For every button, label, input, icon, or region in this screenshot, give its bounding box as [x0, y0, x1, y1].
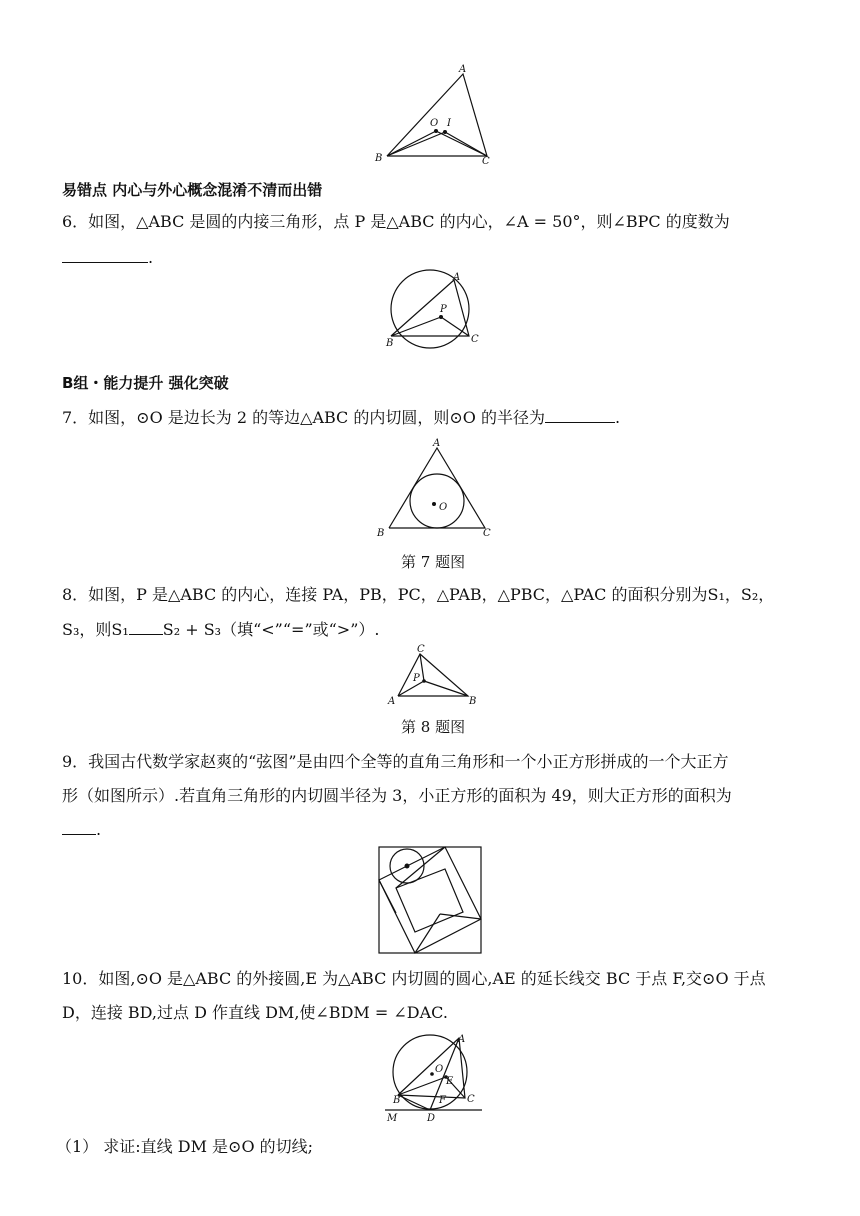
q8-text-2: S₃，则S₁ S₂ + S₃（填“<”“=”或“>”）. — [62, 620, 380, 639]
label-i: I — [447, 118, 451, 129]
figure-triangle-incenter — [386, 644, 486, 708]
section-b-heading: B组・能力提升 强化突破 — [62, 374, 229, 392]
q10-text-2: D，连接 BD,过点 D 作直线 DM,使∠BDM = ∠DAC. — [62, 1003, 448, 1022]
figure-circumcircle-tangent — [385, 1032, 485, 1124]
label-o: O — [430, 118, 439, 129]
q10-part1: （1） 求证:直线 DM 是⊙O 的切线; — [56, 1137, 314, 1156]
figure-equilateral-incircle — [375, 438, 495, 538]
label-c: C — [467, 1094, 475, 1105]
q9-text: 9．我国古代数学家赵爽的“弦图”是由四个全等的直角三角形和一个小正方形拼成的一个大正方 — [62, 752, 729, 771]
q9-text-3: . — [62, 819, 101, 840]
q6-answer-line: . — [62, 247, 153, 268]
label-o: O — [435, 1064, 444, 1075]
label-b: B — [377, 528, 385, 539]
label-c: C — [417, 644, 425, 655]
q7-caption: 第 7 题图 — [401, 553, 466, 571]
q10-text: 10．如图,⊙O 是△ABC 的外接圆,E 为△ABC 内切圆的圆心,AE 的延长线交 BC 于点 F,交⊙O 于点 — [62, 969, 766, 988]
label-c: C — [482, 156, 490, 167]
q8-answer-blank[interactable] — [129, 619, 163, 635]
q6-answer-blank[interactable] — [62, 247, 148, 263]
label-e: E — [446, 1076, 454, 1087]
label-m: M — [387, 1113, 398, 1124]
label-p: P — [413, 673, 420, 684]
label-a: A — [453, 272, 461, 283]
label-b: B — [393, 1095, 401, 1106]
label-f: F — [439, 1095, 446, 1106]
q9-answer-blank[interactable] — [62, 819, 96, 835]
label-c: C — [483, 528, 491, 539]
label-a: A — [458, 1034, 466, 1045]
q6-text: 6．如图，△ABC 是圆的内接三角形，点 P 是△ABC 的内心，∠A = 50°，则∠BPC 的度数为 — [62, 212, 730, 231]
label-a: A — [388, 696, 396, 707]
q8-caption: 第 8 题图 — [401, 718, 466, 736]
label-a: A — [433, 438, 441, 449]
label-d: D — [427, 1113, 436, 1124]
label-b: B — [386, 338, 394, 349]
label-c: C — [471, 334, 479, 345]
label-b: B — [469, 696, 477, 707]
label-a: A — [459, 64, 467, 75]
figure-triangle-oi — [375, 64, 495, 174]
figure-circle-incenter — [386, 270, 486, 350]
q7-answer-blank[interactable] — [545, 407, 615, 423]
label-b: B — [375, 153, 383, 164]
label-p: P — [440, 304, 447, 315]
q9-text-2: 形（如图所示）.若直角三角形的内切圆半径为 3，小正方形的面积为 49，则大正方形的面积为 — [62, 786, 732, 805]
q8-text: 8．如图，P 是△ABC 的内心，连接 PA，PB，PC，△PAB，△PBC，△PAC 的面积分别为S₁，S₂， — [62, 585, 775, 604]
label-o: O — [439, 502, 448, 513]
q7-text: 7．如图，⊙O 是边长为 2 的等边△ABC 的内切圆，则⊙O 的半径为 . — [62, 408, 621, 427]
figure-string-diagram — [378, 846, 482, 954]
section-error-heading: 易错点 内心与外心概念混淆不清而出错 — [62, 181, 323, 199]
